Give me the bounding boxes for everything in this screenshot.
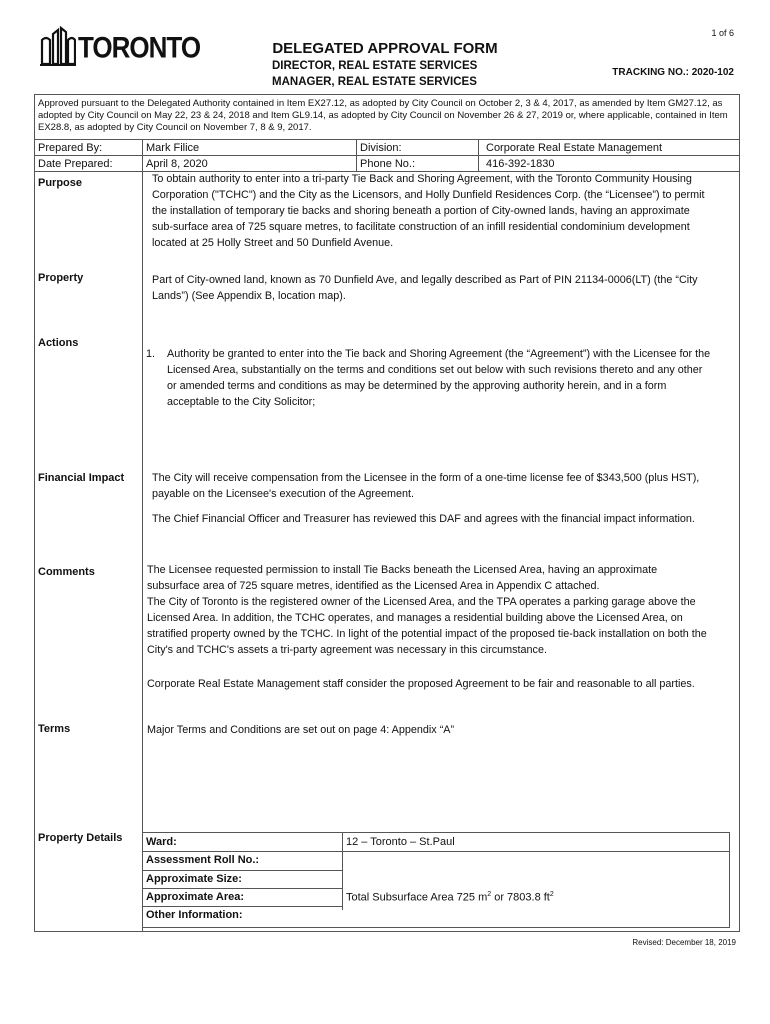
ward-label: Ward: — [146, 836, 177, 848]
actions-label: Actions — [38, 337, 79, 349]
tracking-number: TRACKING NO.: 2020-102 — [612, 67, 734, 78]
divider — [142, 888, 342, 889]
prepared-by-label: Prepared By: — [38, 142, 103, 154]
logo-text: TORONTO — [78, 29, 201, 65]
approximate-area-value: Total Subsurface Area 725 $m^2$ or 7803.8 $ft^2$ — [346, 891, 554, 904]
comments-conclusion: Corporate Real Estate Management staff consider the proposed Agreement to be fair and reasonable to all parties. — [147, 678, 695, 690]
actions-number: 1. — [146, 348, 156, 360]
authority-statement: Approved pursuant to the Delegated Authority contained in Item EX27.12, as adopted by City Council on October 2, 3 & 4, 2017, as amended by Item GM27.12, as adopted by City Council on May 22, 23 & 24, 2018 and Item GL9.14, as adopted by City Council on November 26 & 27, 2019 or, where applicable, contained in Item EX28.8, as adopted by City Council on November 7, 8 & 9, 2017. — [38, 98, 728, 133]
other-information-label: Other Information: — [146, 909, 243, 921]
property-text: Part of City-owned land, known as 70 Dunfield Ave, and legally described as Part of PIN 21134-0006(LT) (the “City Lands”) (See Appendix B, location map). — [152, 274, 698, 302]
comments-label: Comments — [38, 566, 95, 578]
date-prepared-label: Date Prepared: — [38, 158, 113, 170]
divider — [142, 139, 143, 932]
divider — [142, 906, 342, 907]
divider — [142, 870, 342, 871]
date-prepared-value: April 8, 2020 — [146, 158, 208, 170]
purpose-text: To obtain authority to enter into a tri-party Tie Back and Shoring Agreement, with the Toronto Community Housing Corporation ("TCHC") and the City as the Licensors, and Holly Dunfield Residences Corp. (the “Licensee”) to permit the installation of temporary tie backs and shoring beneath a portion of City-owned lands, having an approximate sub-surface area of 725 square metres, to facilitate construction of an infill residential condominium development located at 25 Holly Street and 50 Dunfield Avenue. — [152, 173, 705, 249]
divider — [142, 851, 730, 852]
subtitle-manager: MANAGER, REAL ESTATE SERVICES — [272, 76, 477, 88]
divider — [34, 155, 740, 156]
terms-label: Terms — [38, 723, 71, 735]
subtitle-director: DIRECTOR, REAL ESTATE SERVICES — [272, 60, 478, 72]
phone-value: 416-392-1830 — [486, 158, 555, 170]
prepared-by-value: Mark Filice — [146, 142, 200, 154]
page-indicator: 1 of 6 — [711, 28, 734, 38]
divider — [478, 139, 479, 171]
financial-impact-label: Financial Impact — [38, 472, 125, 484]
division-value: Corporate Real Estate Management — [486, 142, 663, 154]
financial-impact-text: The City will receive compensation from the Licensee in the form of a one-time license fee of $343,500 (plus HST), payable on the Licensee's execution of the Agreement. — [152, 472, 700, 500]
actions-text: Authority be granted to enter into the Tie back and Shoring Agreement (the “Agreement”) with the Licensee for the Licensed Area, substantially on the terms and conditions set out below with such revisions thereto and any other or amended terms and conditions as may be determined by the approving authority herein, and in a form acceptable to the City Solicitor; — [167, 348, 711, 408]
property-details-label: Property Details — [38, 832, 123, 844]
divider — [34, 139, 740, 140]
form-title: DELEGATED APPROVAL FORM — [272, 40, 498, 57]
terms-text: Major Terms and Conditions are set out on page 4: Appendix “A” — [147, 724, 455, 736]
comments-text: The Licensee requested permission to install Tie Backs beneath the Licensed Area, having an approximate subsurface area of 725 square metres, identified as the Licensed Area in Appendix C attached. The City of Toronto is the registered owner of the Licensed Area, and the TPA operates a parking garage above the Licensed Area. In addition, the TCHC operates, and manages a residential building above the Licensed Area, on stratified property owned by the TCHC. In light of the potential impact of the proposed tie-back installation on both the City's and TCHC's assets a tri-party agreement was necessary in this circumstance. — [147, 564, 707, 656]
division-label: Division: — [360, 142, 402, 154]
divider — [342, 832, 343, 910]
approximate-area-label: Approximate Area: — [146, 891, 245, 903]
purpose-label: Purpose — [38, 177, 83, 189]
property-label: Property — [38, 272, 84, 284]
ward-value: 12 – Toronto – St.Paul — [346, 836, 455, 848]
divider — [356, 139, 357, 171]
approximate-size-label: Approximate Size: — [146, 873, 242, 885]
phone-label: Phone No.: — [360, 158, 416, 170]
financial-review-text: The Chief Financial Officer and Treasurer has reviewed this DAF and agrees with the financial impact information. — [152, 513, 695, 525]
assessment-roll-label: Assessment Roll No.: — [146, 854, 260, 866]
revised-date: Revised: December 18, 2019 — [632, 938, 736, 947]
